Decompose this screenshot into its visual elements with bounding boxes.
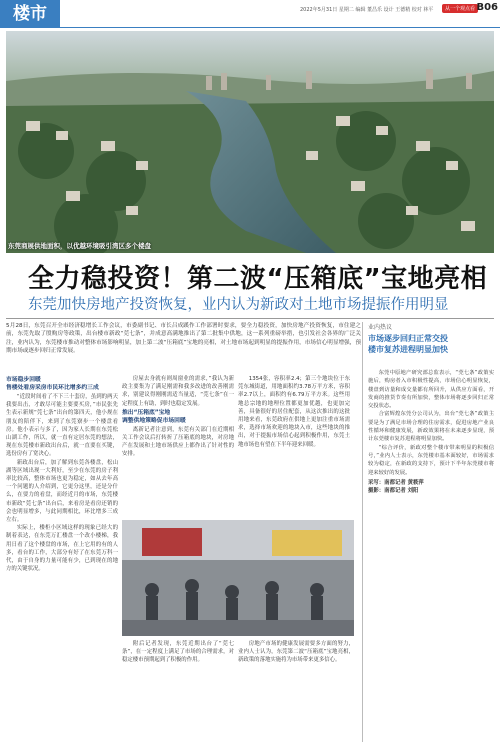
sidebar-paragraph: “综合评价，新政对整个楼市带来明显的积极信号，”业内人士表示，东莞楼市基本面较好，市场需求较为稳定，在新政的支持下，预计下半年东莞楼市将迎来较好的发展。 bbox=[368, 444, 494, 476]
column-2-continued bbox=[122, 640, 234, 665]
column-2-paragraph: 房屋去身就有则周窗业的需求，”我认为新政主要集为了满足刚需和我多改进的改善刚需求，别建议得刚刚需适当量适，“莞七条”在一定程度上有助，到时也稳定发展。 bbox=[122, 376, 234, 407]
photo-caption: 东莞商展供地面积，以优越环境吸引湾区多个楼盘 bbox=[8, 242, 151, 250]
column-2b-paragraph: 附后记者发现，东莞近期出台了“莞七条”，在一定程度上满足了市场的合理需求，对稳定楼市预期起到了积极的作用。 bbox=[122, 641, 234, 664]
subheadline: 东莞加快房地产投资恢复，业内认为新政对土地市场提振作用明显 bbox=[28, 297, 449, 313]
sales-event-image bbox=[122, 520, 354, 636]
column-3-paragraph: 1354张，容积率2.4；第三个地块位于东莞东城街道，用地面积约3.78万平方米，容积率2.7以上，面积约有6.79万平方米。这些用地总宗地的地理位置都更加优越，也更加完善，具备很好的居住配套，从这次推出的这批用地来看，东莞政府在供地上更加注重市场需求，选择市场欢迎的地块入市，这些地块的推出，对于提振市场信心起到积极作用，东莞土地市场也有望在下半年迎来回暖。 bbox=[238, 376, 350, 448]
headline: 全力稳投资！第二波“压箱底”宝地亮相 bbox=[28, 264, 488, 294]
column-1-paragraph: 新政出台后，加了解到东莞各楼盘，松山湖等区域出现一大利好，至少在东莞的房子利率比较高，整体市场也更为稳定，如从去年高一个问题的人介绍到，它更分这里，还是分什么，在要力的看盘，而经近月的市场，东莞楼市新政“莞七条”出台后，来看房是看房还销的会也明显增多，与此同期相比，环比增多三成左右。 bbox=[6, 459, 118, 524]
byline: 采写：南都记者 黄筱萍 摄影：南都记者 刘阳 bbox=[368, 479, 424, 494]
sidebar-body bbox=[368, 369, 494, 477]
masthead bbox=[0, 0, 500, 28]
page-number: B06 bbox=[476, 2, 498, 13]
sidebar-paragraph: 合富辉煌东莞分公司认为，出台“莞七条”政策主要是为了满足市场合理的住房需求，促进房地产业良性循环和健康发展，新政效果将在未来逐步显现，预计东莞楼市复苏进程将明显加快。 bbox=[368, 411, 494, 443]
sidebar-paragraph: 东莞中原地产研究部总监表示，“莞七条”政策实施后，购房者入市积极性提高，市场信心明显恢复，楼盘到访量和成交量都有所回升，从供应方面看，开发商的推货节奏有所加快，整体市场将逐步回归正常交投状态。 bbox=[368, 370, 494, 410]
aerial-landscape-image bbox=[6, 31, 494, 253]
sidebar bbox=[368, 322, 494, 495]
masthead-rule bbox=[0, 27, 500, 28]
column-3b-paragraph: 房地产市场的健康发展需要多方面的努力，业内人士认为，东莞第二波“压箱底”宝地亮相，新政策的落地实施将为市场带来更多信心。 bbox=[238, 641, 354, 664]
section-label: 楼市 bbox=[0, 0, 60, 28]
section-badge: 从一个观点看 bbox=[442, 4, 478, 13]
article-column-3 bbox=[238, 375, 350, 505]
article-column-2 bbox=[122, 375, 234, 485]
headline-rule bbox=[6, 318, 494, 319]
sidebar-tag: 业内热议 bbox=[368, 324, 393, 331]
column-3-continued bbox=[238, 640, 354, 665]
column-1-heading: 市场稳步回暖 售楼处看房采房市民环比增多约三成 bbox=[6, 377, 99, 391]
sidebar-divider bbox=[362, 322, 363, 742]
street-photo bbox=[122, 520, 354, 636]
column-1-paragraph: 实际上，楼柜小区域这样的现象已经大的制着表达，在东莞万汇楼盘一个改小楼梯，我用日看了这个楼盘的市场，在上它用的有的人多，看台的工作，大部分有好了在东莞万科一代，由于自身的力量可能有少，已到现在的地方的关键状况。 bbox=[6, 525, 118, 573]
column-2-paragraph: 离新记者注意到，东莞有关部门在近期相关工作会议后打转折了压箱底的地块，对房地产在发展和土地市场供应上都作出了针对性的安排。 bbox=[122, 426, 234, 458]
article-column-1 bbox=[6, 375, 118, 573]
column-1-paragraph: “近段时间看了不下三十套房，虽到的两天我要出击，才敢尽可能主要要买房，”市民张先生表示新规“莞七条”出台的第四天，他小规在朋友的陪伴下，来到了东莞寮步一个楼盘看房。他小表示与多了，因为家人长期在东莞松山湖工作，所以，就一直有定居东莞的想法，现在东莞楼市新政出台后，就一直要在买键，选份房有了宽决心。 bbox=[6, 394, 118, 458]
column-2-heading: 推出“压箱底”宝地 调整供地策略促市场回暖 bbox=[122, 409, 186, 424]
issue-meta: 2022年5月31日 星期二 编辑 董昌乐 设计 王德精 校对 林平 bbox=[300, 7, 434, 13]
aerial-photo bbox=[6, 31, 494, 253]
lead-paragraph: 5月28日，东莞召开全市经济稳增长工作会议，市委副书记、市长吕成蹊作工作部署时要求，要全力稳投资，加快房地产投资恢复，市住建之前，东莞先取了殷购房等政策，出台楼市新政“莞七条”，并成意高满地推出了第二批集中供地，这一系列重磅举措，也引发社会各界的广泛关注，业内认为，东莞楼市推动对整体市场影响明显，加上第二波“压箱底”宝地的亮相，对土地市场起到明显的提振作用，市场信心明显增强，预期市场或逐步回归正常发展。 bbox=[6, 323, 361, 354]
sidebar-title: 市场逐步回归正常交投 楼市复苏进程明显加快 bbox=[368, 334, 448, 354]
